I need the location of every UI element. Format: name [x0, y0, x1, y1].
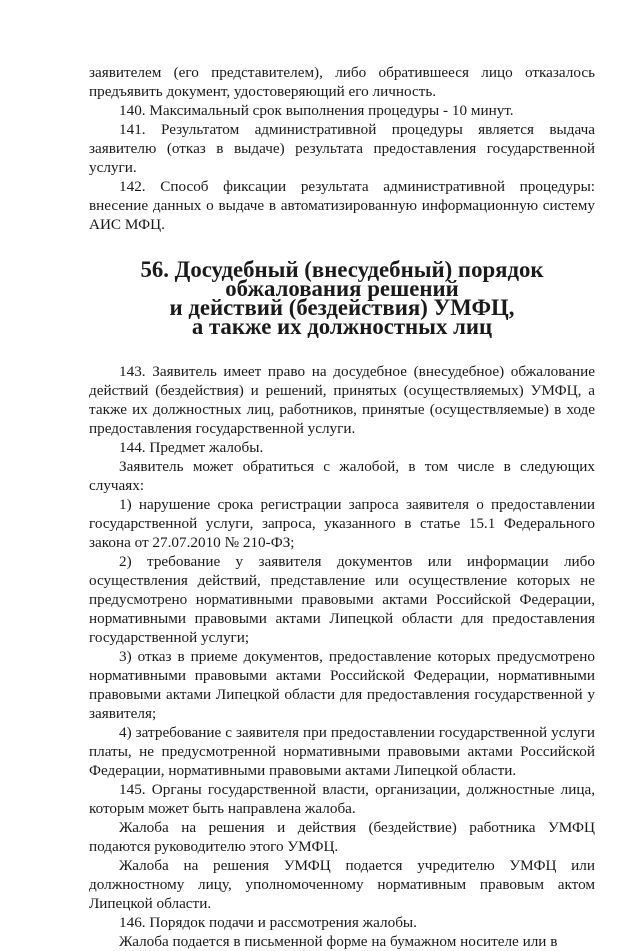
paragraph-146: 146. Порядок подачи и рассмотрения жалобы.: [119, 914, 417, 931]
paragraph-144-text: Заявитель может обратиться с жалобой, в том числе в следующих случаях:: [89, 458, 595, 494]
list-item-1: 1) нарушение срока регистрации запроса заявителя о предоставлении государственной услуги, запроса, указанного в статье 15.1 Федерального закона от 27.07.2010 № 210-ФЗ;: [89, 496, 595, 551]
section-heading-line-1: 56. Досудебный (внесудебный) порядок обжалования решений: [140, 257, 544, 301]
section-heading-line-2: и действий (бездействия) УМФЦ,: [169, 295, 515, 320]
section-heading: [89, 257, 595, 339]
paragraph-144: 144. Предмет жалобы.: [119, 439, 264, 456]
list-item-3: 3) отказ в приеме документов, предоставление которых предусмотрено нормативными правовыми актами Российской Федерации, нормативными правовыми актами Липецкой области для предоставления государственной у заявителя;: [89, 648, 595, 722]
paragraph-141: 141. Результатом административной процедуры является выдача заявителю (отказ в выдаче) результата предоставления государственной услуги.: [89, 121, 595, 176]
paragraph-140: 140. Максимальный срок выполнения процедуры - 10 минут.: [119, 102, 514, 119]
paragraph-intro: заявителем (его представителем), либо обратившееся лицо отказалось предъявить документ, удостоверяющий его личность.: [89, 64, 595, 100]
paragraph-145: 145. Органы государственной власти, организации, должностные лица, которым может быть направлена жалоба.: [89, 781, 595, 817]
list-item-2: 2) требование у заявителя документов или информации либо осуществления действий, представление или осуществление которых не предусмотрено нормативными правовыми актами Российской Федерации, нормативными правовыми актами Липецкой области для предоставления государственной услуги;: [89, 553, 595, 646]
paragraph-146-text: Жалоба подается в письменной форме на бумажном носителе или в: [119, 933, 558, 950]
paragraph-143: 143. Заявитель имеет право на досудебное (внесудебное) обжалование действий (бездействия) и решений, принятых (осуществляемых) УМФЦ, а также их должностных лиц, работников, принятые (осуществляемые) в ходе предоставления государственной услуги.: [89, 363, 595, 437]
paragraph-145-a: Жалоба на решения и действия (бездействие) работника УМФЦ подаются руководителю этого УМФЦ.: [89, 819, 595, 855]
section-heading-line-3: а также их должностных лиц: [191, 314, 493, 339]
paragraph-145-b: Жалоба на решения УМФЦ подается учредителю УМФЦ или должностному лицу, уполномоченному нормативным правовым актом Липецкой области.: [89, 857, 595, 912]
list-item-4: 4) затребование с заявителя при предоставлении государственной услуги платы, не предусмотренной нормативными правовыми актами Российской Федерации, нормативными правовыми актами Липецкой области.: [89, 724, 595, 779]
paragraph-142: 142. Способ фиксации результата административной процедуры: внесение данных о выдаче в автоматизированную информационную систему АИС МФЦ.: [89, 178, 595, 233]
document-page: [89, 63, 595, 951]
